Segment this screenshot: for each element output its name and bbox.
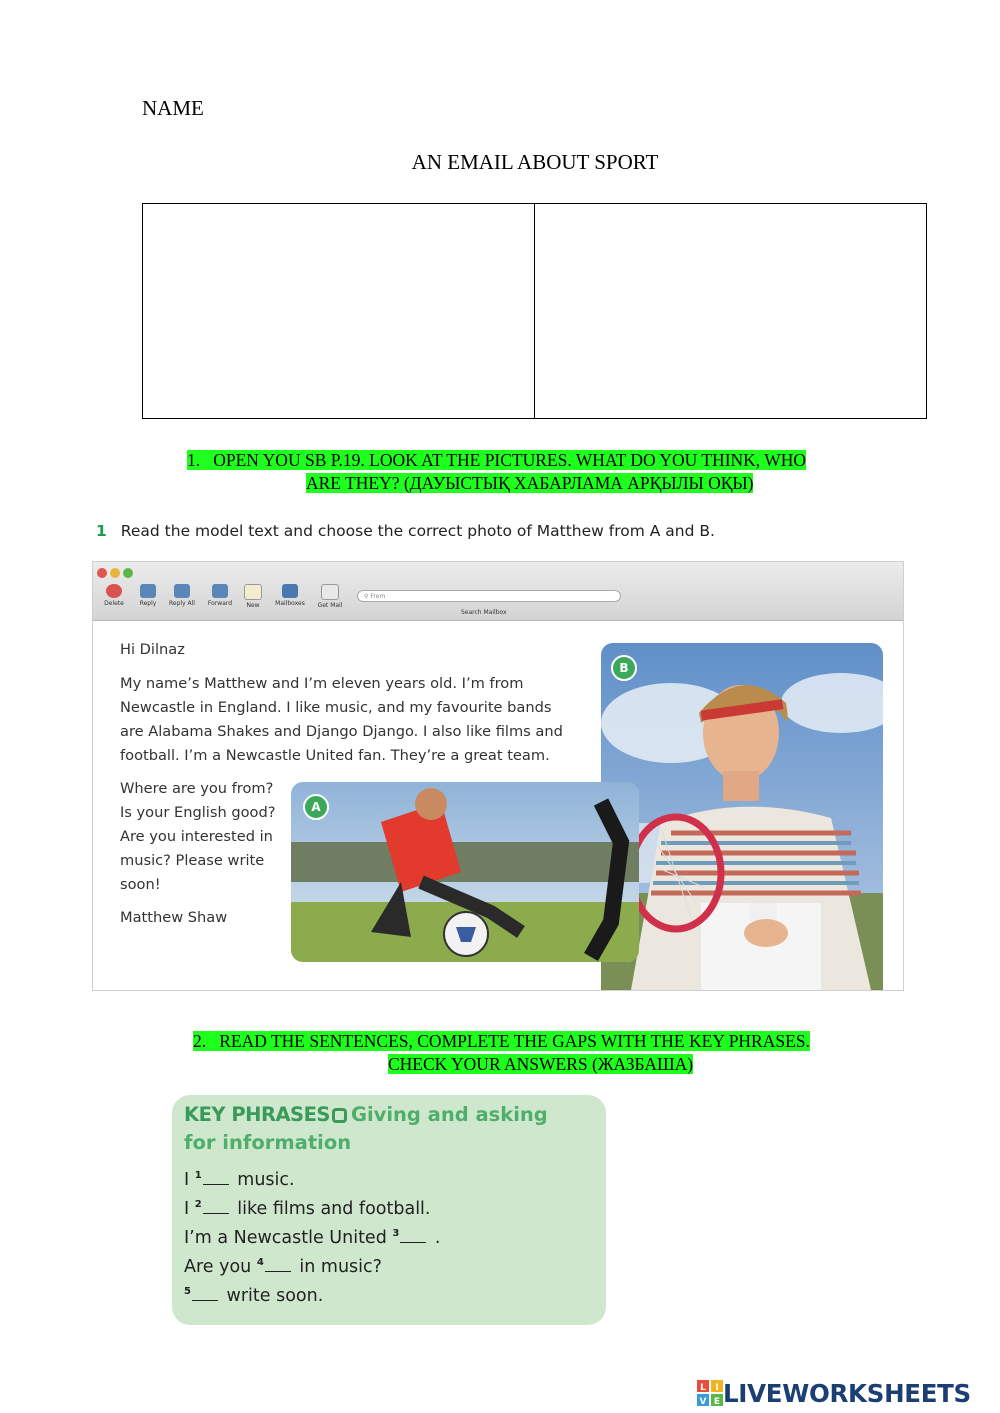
delete-button[interactable]: Delete xyxy=(97,584,131,607)
answer-gap[interactable] xyxy=(400,1242,426,1243)
answer-cell-left[interactable] xyxy=(143,204,534,418)
search-mailbox-label: Search Mailbox xyxy=(461,609,507,616)
reply-icon xyxy=(140,584,156,598)
answer-table xyxy=(142,203,927,419)
book-instruction-text: Read the model text and choose the correct photo of Matthew from A and B. xyxy=(120,522,715,540)
mail-questions: Where are you from? Is your English good? Are you interested in music? Please write soon! xyxy=(120,780,276,893)
task-2-line2: CHECK YOUR ANSWERS (ЖАЗБАША) xyxy=(388,1054,694,1074)
football-player-illustration xyxy=(291,782,639,962)
search-icon: ⚲ xyxy=(364,593,371,600)
mail-window xyxy=(92,561,904,991)
svg-text:E: E xyxy=(713,1397,721,1406)
get-mail-button[interactable]: Get Mail xyxy=(313,584,347,609)
square-icon xyxy=(332,1108,347,1123)
worksheet-title: AN EMAIL ABOUT SPORT xyxy=(411,150,659,174)
zoom-window-icon[interactable] xyxy=(123,568,133,578)
answer-gap[interactable] xyxy=(192,1300,218,1301)
task-2-instruction xyxy=(193,1030,913,1076)
mailboxes-button[interactable]: Mailboxes xyxy=(273,584,307,607)
task-2-line1: READ THE SENTENCES, COMPLETE THE GAPS WITH THE KEY PHRASES. xyxy=(219,1031,810,1051)
mail-paragraph: My name’s Matthew and I’m eleven years old. I’m from Newcastle in England. I like music, and my favourite bands are Alabama Shakes and Django Django. I also like films and football. I’m a Newcastle United fan. They’re a great team. xyxy=(120,675,563,764)
book-exercise-number: 1 xyxy=(96,522,107,540)
get-mail-icon xyxy=(321,584,339,600)
compose-icon xyxy=(244,584,262,600)
key-phrases-title: KEY PHRASES Giving and asking for information xyxy=(184,1103,548,1154)
svg-text:V: V xyxy=(699,1397,707,1406)
key-phrases-box xyxy=(172,1095,606,1325)
tennis-player-illustration xyxy=(601,643,883,990)
photo-a-badge: A xyxy=(303,794,329,820)
mail-signature: Matthew Shaw xyxy=(120,909,228,926)
liveworksheets-brand: LIVEWORKSHEETS xyxy=(723,1378,971,1408)
key-phrase-line: I’m a Newcastle United $^3$ . xyxy=(184,1228,441,1248)
task-1-line2: ARE THEY? (ДАУЫСТЫҚ ХАБАРЛАМА АРҚЫЛЫ ОҚЫ) xyxy=(306,473,754,493)
liveworksheets-logo[interactable] xyxy=(697,1377,971,1409)
mailboxes-icon xyxy=(282,584,298,598)
delete-icon xyxy=(106,584,122,598)
key-phrase-line: $^5$ write soon. xyxy=(184,1286,324,1306)
task-1-number: 1. xyxy=(187,450,201,470)
mail-greeting: Hi Dilnaz xyxy=(120,641,185,658)
answer-gap[interactable] xyxy=(265,1271,291,1272)
key-phrase-line: Are you $^4$ in music? xyxy=(184,1257,382,1277)
photo-b-badge: B xyxy=(611,655,637,681)
photo-b-tennis-player[interactable] xyxy=(601,643,883,990)
answer-gap[interactable] xyxy=(203,1213,229,1214)
mail-toolbar xyxy=(93,562,903,621)
minimize-window-icon[interactable] xyxy=(110,568,120,578)
new-message-button[interactable]: New xyxy=(236,584,270,609)
forward-icon xyxy=(212,584,228,598)
task-1-instruction xyxy=(187,449,917,495)
key-phrase-line: I $^1$ music. xyxy=(184,1170,295,1190)
reply-all-button[interactable]: Reply All xyxy=(165,584,199,607)
answer-cell-right[interactable] xyxy=(534,204,926,418)
answer-gap[interactable] xyxy=(203,1184,229,1185)
task-1-line1: OPEN YOU SB P.19. LOOK AT THE PICTURES. WHAT DO YOU THINK, WHO xyxy=(213,450,807,470)
svg-text:L: L xyxy=(700,1383,706,1393)
close-window-icon[interactable] xyxy=(97,568,107,578)
mail-search-input[interactable]: ⚲ Frem xyxy=(357,590,621,602)
reply-button[interactable]: Reply xyxy=(131,584,165,607)
reply-all-icon xyxy=(174,584,190,598)
liveworksheets-logo-icon xyxy=(697,1380,723,1406)
name-label: NAME xyxy=(142,96,204,120)
forward-button[interactable]: Forward xyxy=(203,584,237,607)
key-phrase-line: I $^2$ like films and football. xyxy=(184,1199,431,1219)
task-2-number: 2. xyxy=(193,1031,207,1051)
svg-text:I: I xyxy=(715,1383,719,1393)
photo-a-football-player[interactable] xyxy=(291,782,639,962)
book-instruction xyxy=(96,522,715,540)
